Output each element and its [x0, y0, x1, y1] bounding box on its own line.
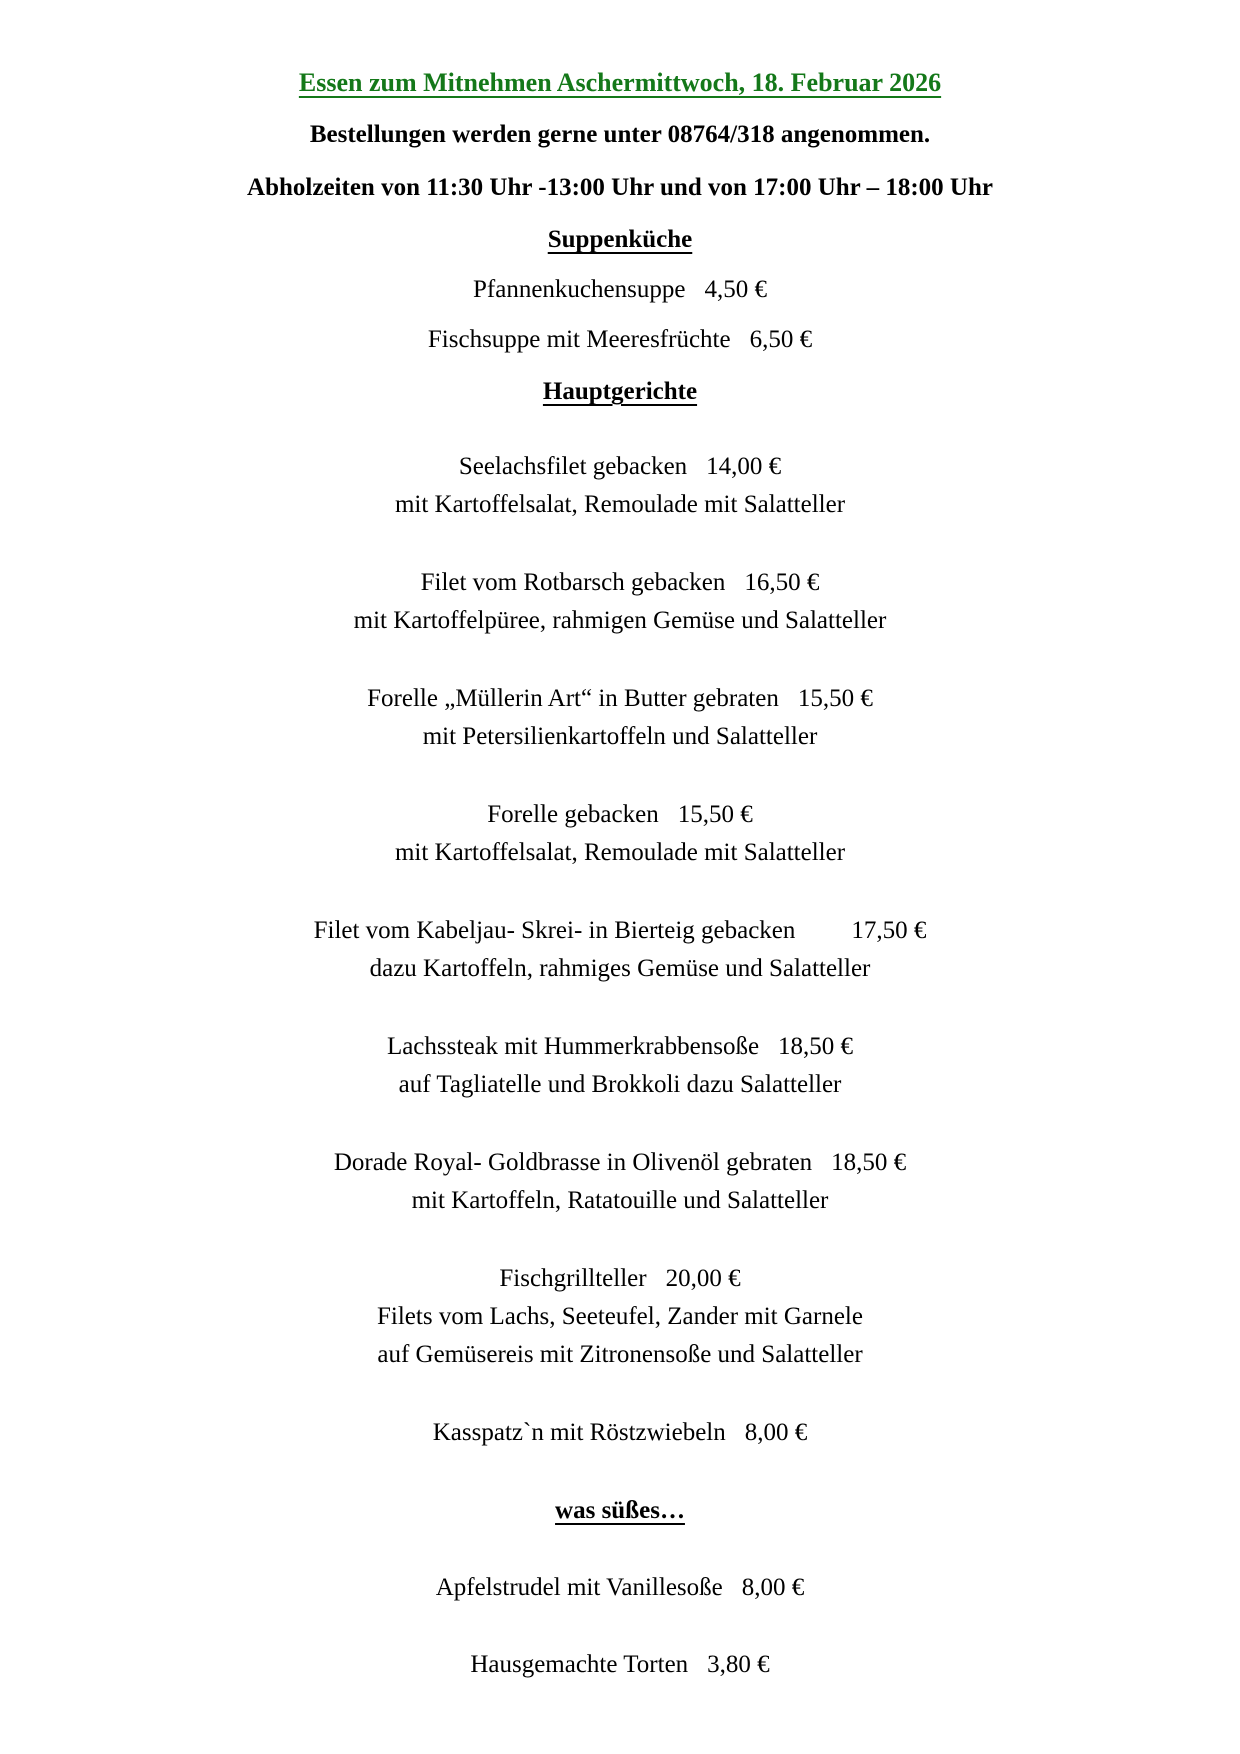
item-price: 17,50 € [851, 917, 927, 944]
item-line [0, 1260, 1240, 1298]
item-line [0, 448, 1240, 486]
item-line [0, 680, 1240, 718]
menu-item [0, 912, 1240, 988]
item-name: Lachssteak mit Hummerkrabbensoße [386, 1033, 760, 1060]
section-heading-text: Hauptgerichte [542, 378, 698, 405]
menu-item [0, 680, 1240, 756]
item-description: mit Kartoffeln, Ratatouille und Salatteller [411, 1187, 829, 1214]
item-name: Pfannenkuchensuppe [473, 276, 686, 303]
item-description: mit Petersilienkartoffeln und Salatteller [422, 723, 818, 750]
item-line [0, 1569, 1240, 1607]
menu-item [0, 321, 1240, 359]
menu-item [0, 564, 1240, 640]
item-name: Forelle gebacken [487, 801, 659, 828]
item-price: 8,00 € [741, 1574, 805, 1601]
menu-item [0, 271, 1240, 309]
item-name: Kasspatz`n mit Röstzwiebeln [432, 1419, 726, 1446]
item-price: 15,50 € [797, 685, 873, 712]
item-name: Dorade Royal- Goldbrasse in Olivenöl gebraten [333, 1149, 813, 1176]
item-description: mit Kartoffelpüree, rahmigen Gemüse und Salatteller [353, 607, 887, 634]
item-price: 18,50 € [831, 1149, 907, 1176]
item-price: 18,50 € [778, 1033, 854, 1060]
menu-item [0, 1414, 1240, 1452]
menu-item [0, 448, 1240, 524]
item-name: Seelachsfilet gebacken [458, 453, 688, 480]
item-name: Apfelstrudel mit Vanillesoße [435, 1574, 723, 1601]
section-heading [0, 373, 1240, 411]
section-heading [0, 1492, 1240, 1530]
item-price: 16,50 € [744, 569, 820, 596]
section-heading [0, 221, 1240, 259]
item-description: mit Kartoffelsalat, Remoulade mit Salatteller [394, 839, 846, 866]
item-line [0, 271, 1240, 309]
item-description: auf Tagliatelle und Brokkoli dazu Salatteller [398, 1071, 842, 1098]
item-line [0, 796, 1240, 834]
item-line [0, 1414, 1240, 1452]
item-price: 3,80 € [707, 1651, 770, 1678]
menu-item [0, 1569, 1240, 1607]
item-description: Filets vom Lachs, Seeteufel, Zander mit Garnele [377, 1303, 863, 1330]
menu-sections [0, 221, 1240, 1684]
item-name: Hausgemachte Torten [470, 1651, 689, 1678]
item-price: 20,00 € [665, 1265, 741, 1292]
section-heading-text: Suppenküche [547, 226, 693, 253]
item-price: 14,00 € [706, 453, 782, 480]
item-line [0, 1028, 1240, 1066]
item-name: Filet vom Kabeljau- Skrei- in Bierteig gebacken [313, 917, 796, 944]
page-title-text: Essen zum Mitnehmen Aschermittwoch, 18. Februar 2026 [298, 68, 942, 97]
menu-section-suppenkueche [0, 221, 1240, 359]
item-line [0, 1646, 1240, 1684]
page-title [0, 64, 1240, 102]
item-name: Fischgrillteller [499, 1265, 647, 1292]
item-price: 15,50 € [677, 801, 753, 828]
item-name: Fischsuppe mit Meeresfrüchte [427, 326, 731, 353]
section-heading-text: was süßes… [555, 1497, 685, 1524]
item-description: dazu Kartoffeln, rahmiges Gemüse und Salatteller [369, 955, 871, 982]
item-name: Filet vom Rotbarsch gebacken [420, 569, 726, 596]
item-price: 4,50 € [704, 276, 767, 303]
item-line [0, 321, 1240, 359]
pickup-times-line: Abholzeiten von 11:30 Uhr -13:00 Uhr und von 17:00 Uhr – 18:00 Uhr [247, 174, 993, 201]
menu-header [0, 64, 1240, 207]
item-line [0, 1144, 1240, 1182]
item-name: Forelle „Müllerin Art“ in Butter gebraten [367, 685, 779, 712]
item-description: mit Kartoffelsalat, Remoulade mit Salatteller [394, 491, 846, 518]
menu-section-hauptgerichte [0, 373, 1240, 1452]
menu-section-was-suesses [0, 1492, 1240, 1684]
item-price: 6,50 € [749, 326, 813, 353]
menu-item [0, 1144, 1240, 1220]
menu-item [0, 1646, 1240, 1684]
item-line [0, 912, 1240, 950]
menu-item [0, 1260, 1240, 1374]
menu-item [0, 796, 1240, 872]
item-description: auf Gemüsereis mit Zitronensoße und Salatteller [377, 1341, 863, 1368]
menu-item [0, 1028, 1240, 1104]
item-price: 8,00 € [744, 1419, 808, 1446]
item-line [0, 564, 1240, 602]
order-info-line: Bestellungen werden gerne unter 08764/318 angenommen. [309, 121, 931, 148]
